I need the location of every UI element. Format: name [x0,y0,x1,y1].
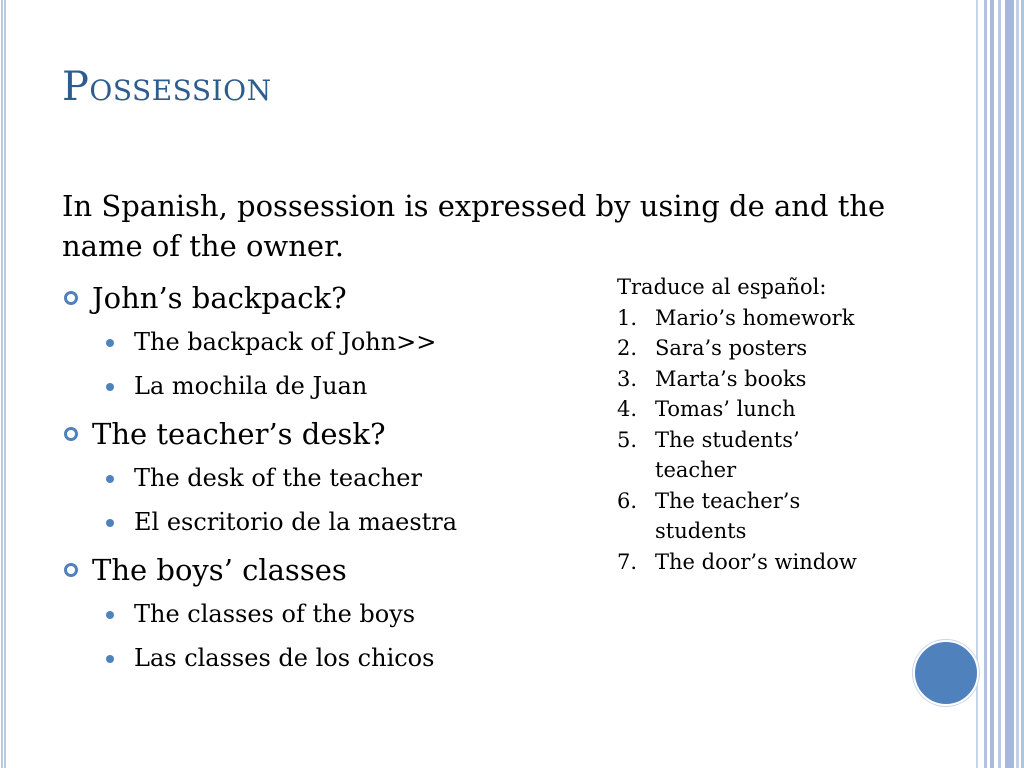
exercise-heading: Traduce al español: [617,275,827,299]
exercise-number: 4. [617,397,638,421]
main-list-item [62,278,582,408]
sub-list-item [62,500,582,544]
exercise-item [617,547,917,578]
dot-bullet-icon [106,383,114,391]
ring-bullet-icon [64,291,78,305]
sub-bullet-list [62,592,582,680]
exercise-item [617,486,855,547]
exercise-item [617,364,917,395]
sub-bullet-text: The classes of the boys [134,600,416,628]
sub-list-item [62,592,582,636]
stripe [998,0,1001,768]
exercise-text: The door’s window [655,549,857,574]
exercise-number: 5. [617,427,638,452]
stripe [1005,0,1014,768]
exercise-item [617,425,855,486]
exercise-item [617,394,917,425]
exercise-item [617,303,917,334]
sub-list-item [62,320,582,364]
main-bullet-row [62,414,582,454]
dot-bullet-icon [106,655,114,663]
sub-bullet-list [62,320,582,408]
main-list-item [62,414,582,544]
exercise-text: Marta’s books [655,366,807,391]
exercise-text: Mario’s homework [655,305,855,330]
sub-bullet-list [62,456,582,544]
exercise-text: Sara’s posters [655,336,808,360]
stripe [990,0,994,768]
right-stripes-decoration [976,0,1024,768]
exercise-text: The teacher’s students [655,488,801,543]
stripe [984,0,987,768]
intro-text: In Spanish, possession is expressed by using de and the name of the owner. [62,189,886,263]
main-bullet-list [62,278,582,686]
stripe [1016,0,1019,768]
sub-list-item [62,364,582,408]
sub-bullet-text: El escritorio de la maestra [134,508,458,536]
main-bullet-text: The teacher’s desk? [92,417,386,451]
sub-bullet-text: Las classes de los chicos [134,644,435,672]
sub-bullet-text: The desk of the teacher [134,464,422,492]
exercise-number: 6. [617,488,638,513]
exercise-number: 7. [617,549,638,574]
main-list-item [62,550,582,680]
main-bullet-text: The boys’ classes [92,553,347,587]
exercise-list [617,303,917,578]
exercise-text: The students’ teacher [655,427,800,482]
left-border-decoration [0,0,6,768]
main-bullet-text: John’s backpack? [92,281,347,315]
slide-title: Possession [62,64,272,110]
exercise-number: 2. [617,336,638,360]
stripe [976,0,978,768]
sub-bullet-text: The backpack of John>> [134,328,437,356]
exercise-number: 1. [617,305,638,330]
dot-bullet-icon [106,339,114,347]
sub-list-item [62,456,582,500]
exercise-number: 3. [617,366,638,391]
sub-list-item [62,636,582,680]
exercise-item [617,333,917,364]
translation-exercise [617,272,917,577]
decorative-circle [913,640,979,706]
dot-bullet-icon [106,611,114,619]
main-bullet-row [62,550,582,590]
ring-bullet-icon [64,427,78,441]
main-bullet-row [62,278,582,318]
ring-bullet-icon [64,563,78,577]
sub-bullet-text: La mochila de Juan [134,372,368,400]
dot-bullet-icon [106,475,114,483]
dot-bullet-icon [106,519,114,527]
exercise-text: Tomas’ lunch [655,397,796,421]
